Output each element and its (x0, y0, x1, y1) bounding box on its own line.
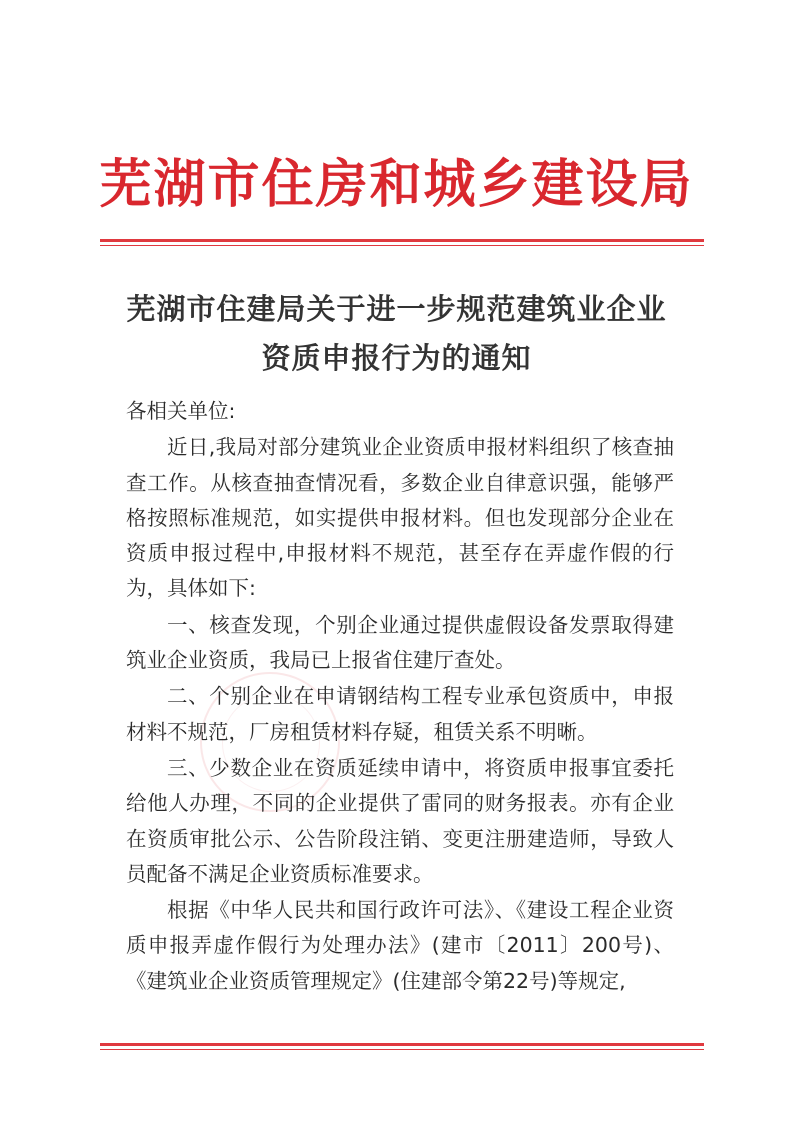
footer-divider (100, 1043, 704, 1050)
notice-title-line-1: 芜湖市住建局关于进一步规范建筑业企业 (126, 292, 667, 326)
notice-body (126, 394, 674, 999)
header-divider (100, 239, 704, 246)
paragraph-item-1: 一、核查发现，个别企业通过提供虚假设备发票取得建筑业企业资质，我局已上报省住建厅查处。 (126, 612, 674, 673)
issuing-authority-header: 芜湖市住房和城乡建设局 (99, 154, 694, 215)
paragraph-basis: 根据《中华人民共和国行政许可法》、《建设工程企业资质申报弄虚作假行为处理办法》(建市〔2011〕200号)、《建筑业企业资质管理规定》(住建部令第22号)等规定, (126, 898, 674, 993)
paragraph-item-3: 三、少数企业在资质延续申请中，将资质申报事宜委托给他人办理，不同的企业提供了雷同的财务报表。亦有企业在资质审批公示、公告阶段注销、变更注册建造师，导致人员配备不满足企业资质标准要求。 (126, 755, 674, 886)
salutation: 各相关单位: (126, 399, 236, 423)
paragraph-intro: 近日,我局对部分建筑业企业资质申报材料组织了核查抽查工作。从核查抽查情况看，多数企业自律意识强，能够严格按照标准规范，如实提供申报材料。但也发现部分企业在资质申报过程中,申报材料不规范，甚至存在弄虚作假的行为，具体如下: (126, 435, 674, 601)
notice-title-line-2: 资质申报行为的通知 (261, 341, 532, 375)
paragraph-item-2: 二、个别企业在申请钢结构工程专业承包资质中，申报材料不规范，厂房租赁材料存疑，租赁关系不明晰。 (126, 684, 674, 744)
